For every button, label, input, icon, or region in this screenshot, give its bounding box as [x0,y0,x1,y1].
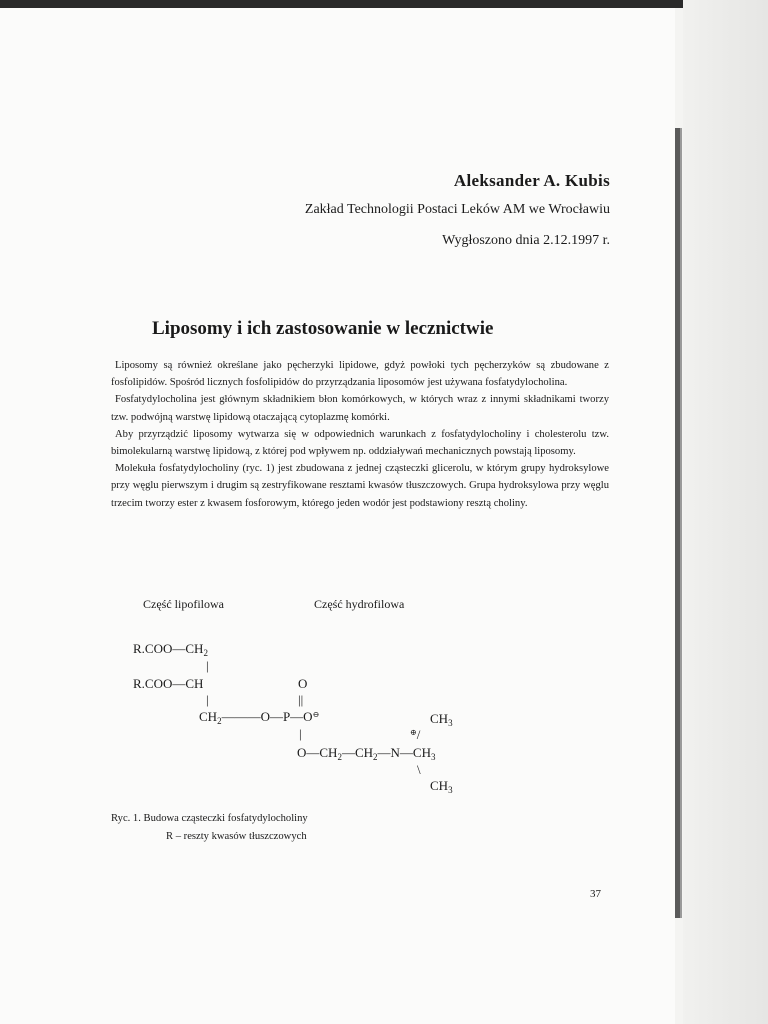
page-edge-highlight [680,128,682,918]
document-page [0,8,675,1024]
lipophilic-label: Część lipofilowa [143,597,224,611]
paragraph: Molekuła fosfatydylocholiny (ryc. 1) jest zbudowana z jednej cząsteczki glicerolu, w którym grupy hydroksylowe przy węglu pierwszym i drugim są zestryfikowane resztami kwasów tłuszczowych. Grupa hydroksylowa przy węglu trzecim tworzy ester z kwasem fosforowym, którego jeden wodór jest podstawiony resztą choliny. [111,463,609,509]
presentation-date: Wygłoszono dnia 2.12.1997 r. [442,233,610,248]
paragraph: Liposomy są również określane jako pęcherzyki lipidowe, gdyż powłoki tych pęcherzyków są zbudowane z fosfolipidów. Spośród licznych fosfolipidów do przyrządzania liposomów jest używana fosfatydylocholina. [111,360,609,389]
paragraph: Fosfatydylocholina jest głównym składnikiem błon komórkowych, w których wraz z innymi składnikami tworzy tzw. podwójną warstwę lipidową otaczającą cytoplazmę komórki. [111,394,609,423]
article-body [111,357,609,512]
scan-right-margin [683,0,768,1024]
scan-top-edge [0,0,768,8]
article-title: Liposomy i ich zastosowanie w lecznictwie [152,318,494,339]
hydrophilic-label: Część hydrofilowa [314,597,405,611]
page-number: 37 [590,888,601,900]
paragraph: Aby przyrządzić liposomy wytwarza się w odpowiednich warunkach z fosfatydylocholiny i cholesterolu tzw. bimolekularną warstwę lipidową, z której pod wpływem np. oddziaływań mechanicznych powstają liposomy. [111,428,609,458]
figure-caption-legend: R – reszty kwasów tłuszczowych [166,831,307,842]
figure-caption: Ryc. 1. Budowa cząsteczki fosfatydylocholiny [111,813,308,824]
author-affiliation: Zakład Technologii Postaci Leków AM we Wrocławiu [304,202,610,217]
author-name: Aleksander A. Kubis [453,171,610,190]
